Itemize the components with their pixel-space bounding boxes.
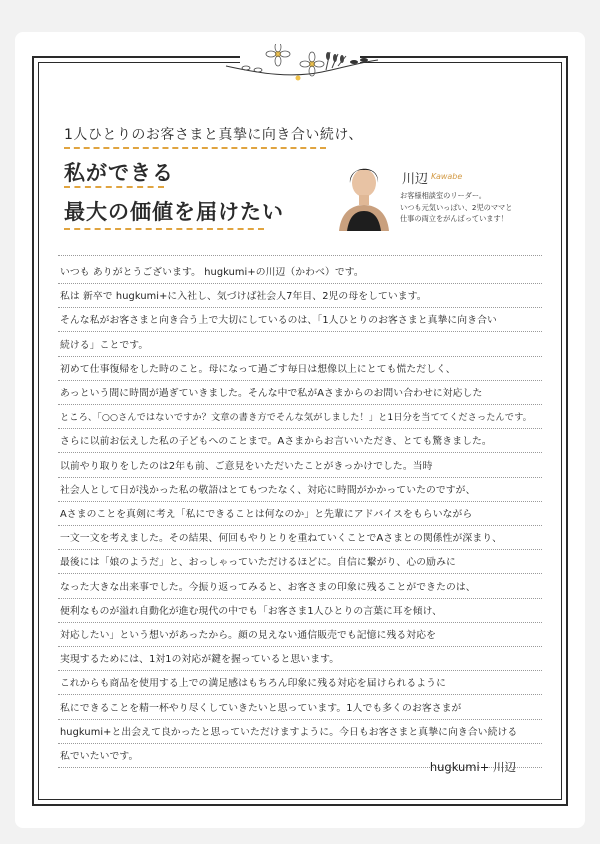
ruled-line — [58, 307, 542, 308]
ruled-line — [58, 452, 542, 453]
staff-name-roman: Kawabe — [431, 172, 463, 181]
ruled-line — [58, 255, 542, 256]
letter-line: これからも商品を使用する上での満足感はもちろん印象に残る対応を届けられるように — [60, 678, 446, 690]
letter-line: ところ、「○○さんではないですか？文章の書き方でそんな気がしました！」と1日分を当ててくださったんです。 — [60, 412, 532, 424]
letter-line: 最後には「娘のようだ」と、おっしゃっていただけるほどに。自信に繋がり、心の励みに — [60, 557, 456, 569]
ruled-line — [58, 670, 542, 671]
flower-sprig-icon — [222, 44, 382, 90]
letter-line: あっという間に時間が過ぎていきました。そんな中で私がAさまからのお問い合わせに対応した — [60, 388, 483, 399]
ruled-line — [58, 719, 542, 720]
letter-line: いつも ありがとうございます。 hugkumi+の川辺（かわべ）です。 — [60, 267, 364, 278]
ruled-line — [58, 331, 542, 332]
headline-1-underline — [64, 147, 326, 149]
staff-description-line: お客様相談室のリーダー。 — [400, 191, 486, 200]
ruled-line — [58, 283, 542, 284]
ruled-line — [58, 646, 542, 647]
headline-line-2: 私ができる — [64, 161, 174, 185]
letter-line: なった大きな出来事でした。今振り返ってみると、お客さまの印象に残ることができたのは、 — [60, 581, 476, 593]
ruled-line — [58, 428, 542, 429]
letter-line: 以前やり取りをしたのは2年も前、ご意見をいただいたことがきっかけでした。当時 — [60, 460, 433, 472]
staff-description-line: 仕事の両立をがんばっています！ — [400, 214, 508, 223]
letter-line: 対応したい」という想いがあったから。顔の見えない通信販売でも記憶に残る対応を — [60, 630, 436, 641]
ruled-line — [58, 404, 542, 405]
ruled-line — [58, 477, 542, 478]
staff-photo — [333, 153, 395, 231]
ruled-line — [58, 549, 542, 550]
staff-description — [400, 190, 550, 225]
ruled-line — [58, 356, 542, 357]
signature: hugkumi+ 川辺 — [429, 760, 516, 774]
letter-line: 続ける」ことです。 — [60, 339, 149, 351]
letter-line: さらに以前お伝えした私の子どもへのことまで。Aさまからお言いいただき、とても驚きました。 — [60, 436, 492, 448]
ruled-line — [58, 573, 542, 574]
letter-line: 私は 新卒で hugkumi+に入社し、気づけば社会人7年目、2児の母をしています。 — [60, 291, 427, 303]
letter-line: 便利なものが溢れ自動化が進む現代の中でも「お客さま1人ひとりの言葉に耳を傾け、 — [60, 605, 443, 617]
ruled-line — [58, 380, 542, 381]
headline-2-underline — [64, 186, 164, 188]
letter-line: 私でいたいです。 — [60, 751, 139, 762]
letter-line: hugkumi+と出会えて良かったと思っていただけますように。今日もお客さまと真摯に向き合い続ける — [60, 726, 518, 738]
ruled-line — [58, 501, 542, 502]
letter-line: 初めて仕事復帰をした時のこと。母になって過ごす毎日は想像以上にとても慌ただしく、 — [60, 363, 456, 375]
staff-name: 川辺 — [402, 172, 429, 187]
letter-line: Aさまのことを真剣に考え「私にできることは何なのか」と先輩にアドバイスをもらいながら — [60, 509, 473, 520]
ruled-line — [58, 622, 542, 623]
headline-line-1: 1人ひとりのお客さまと真摯に向き合い続け、 — [64, 127, 363, 143]
letter-line: そんな私がお客さまと向き合う上で大切にしているのは、「1人ひとりのお客さまと真摯に向き合い — [60, 315, 497, 327]
letter-line: 私にできることを精一杯やり尽くしていきたいと思っています。1人でも多くのお客さまが — [60, 702, 462, 714]
ruled-line — [58, 694, 542, 695]
letter-line: 実現するためには、1対1の対応が鍵を握っていると思います。 — [60, 654, 340, 666]
headline-3-underline — [64, 228, 264, 230]
letter-line: 社会人として日が浅かった私の敬語はとてもつたなく、対応に時間がかかっていたのですが、 — [60, 484, 476, 496]
ruled-line — [58, 598, 542, 599]
headline-line-3: 最大の価値を届けたい — [64, 200, 284, 224]
staff-description-line: いつも元気いっぱい、2児のママと — [400, 202, 513, 212]
letter-line: 一文一文を考えました。その結果、何回もやりとりを重ねていくことでAさまとの関係性が深まり、 — [60, 533, 503, 545]
ruled-line — [58, 525, 542, 526]
ruled-line — [58, 743, 542, 744]
